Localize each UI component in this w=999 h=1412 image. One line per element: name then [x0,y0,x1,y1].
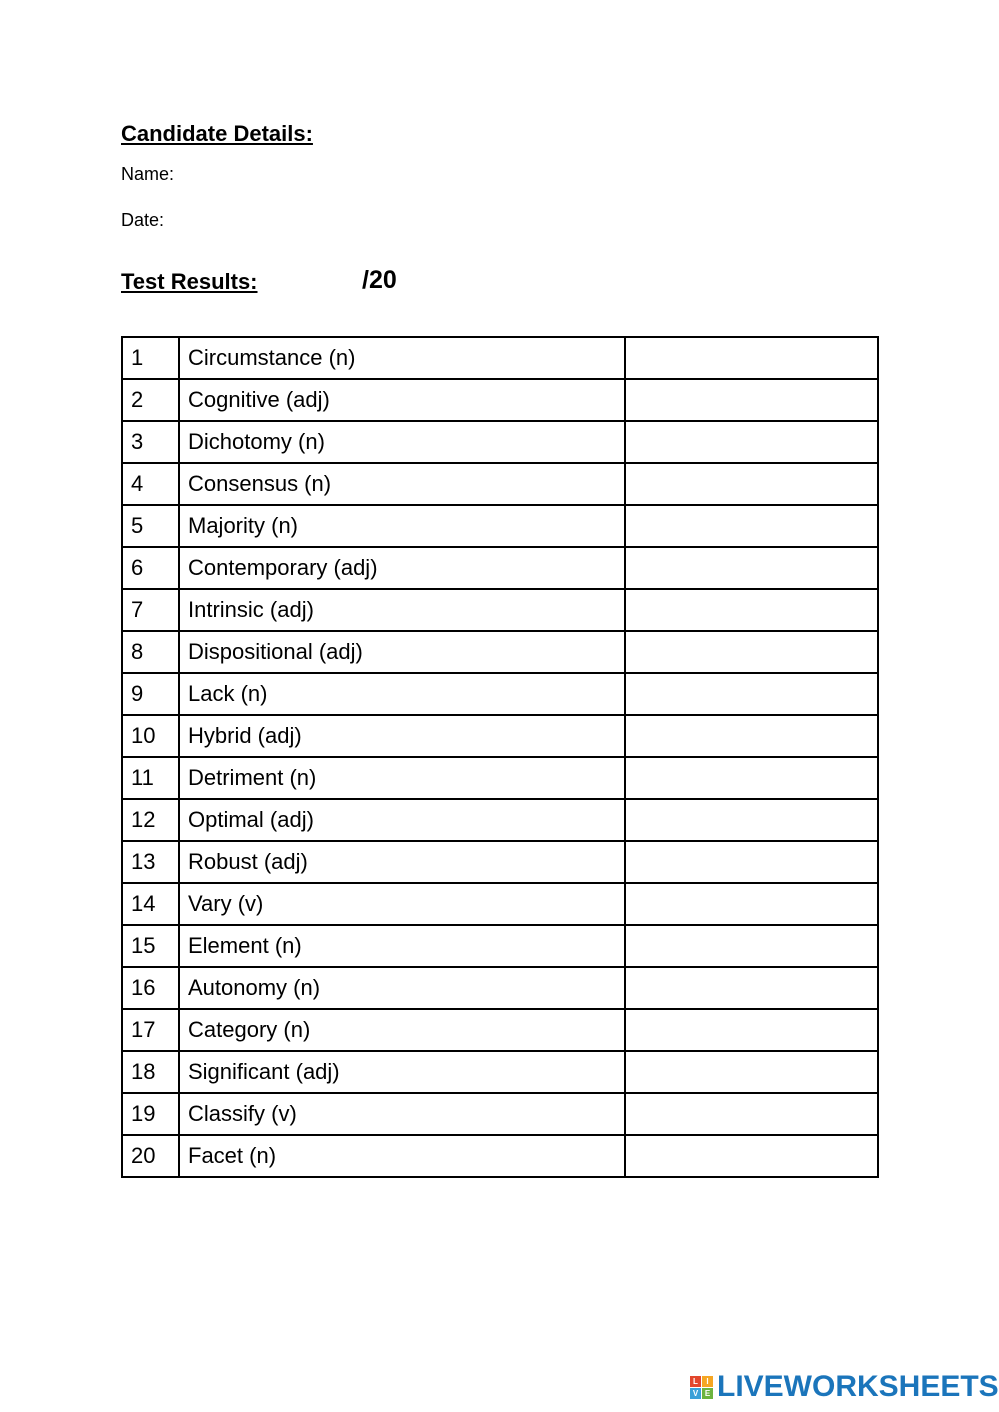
table-row [122,841,878,883]
answer-cell[interactable] [625,673,878,715]
answer-cell[interactable] [625,547,878,589]
row-number: 7 [122,589,179,631]
live-logo-icon: L I V E [690,1376,713,1399]
row-number: 8 [122,631,179,673]
row-number: 5 [122,505,179,547]
table-row [122,505,878,547]
answer-cell[interactable] [625,967,878,1009]
row-number: 3 [122,421,179,463]
answer-cell[interactable] [625,505,878,547]
name-label: Name: [121,164,175,184]
table-row [122,589,878,631]
table-row [122,673,878,715]
table-row [122,925,878,967]
vocab-word: Vary (v) [179,883,625,925]
vocab-word: Hybrid (adj) [179,715,625,757]
answer-cell[interactable] [625,757,878,799]
row-number: 9 [122,673,179,715]
vocab-word: Robust (adj) [179,841,625,883]
answer-cell[interactable] [625,1009,878,1051]
vocab-word: Detriment (n) [179,757,625,799]
vocab-word: Element (n) [179,925,625,967]
answer-cell[interactable] [625,841,878,883]
liveworksheets-logo [690,1372,999,1402]
row-number: 19 [122,1093,179,1135]
table-row [122,379,878,421]
score-total: /20 [362,266,397,294]
brand-text: LIVEWORKSHEETS [717,1370,999,1403]
answer-cell[interactable] [625,589,878,631]
row-number: 15 [122,925,179,967]
table-row [122,1009,878,1051]
row-number: 6 [122,547,179,589]
vocab-word: Dispositional (adj) [179,631,625,673]
row-number: 14 [122,883,179,925]
answer-cell[interactable] [625,463,878,505]
vocab-word: Circumstance (n) [179,337,625,379]
answer-cell[interactable] [625,1093,878,1135]
answer-cell[interactable] [625,337,878,379]
answer-cell[interactable] [625,379,878,421]
table-row [122,421,878,463]
row-number: 2 [122,379,179,421]
table-row [122,715,878,757]
table-row [122,463,878,505]
row-number: 13 [122,841,179,883]
vocab-word: Category (n) [179,1009,625,1051]
table-row [122,1093,878,1135]
row-number: 11 [122,757,179,799]
answer-cell[interactable] [625,799,878,841]
answer-cell[interactable] [625,631,878,673]
answer-cell[interactable] [625,421,878,463]
vocab-word: Intrinsic (adj) [179,589,625,631]
vocab-word: Facet (n) [179,1135,625,1177]
table-row [122,799,878,841]
table-row [122,967,878,1009]
row-number: 10 [122,715,179,757]
table-row [122,547,878,589]
table-row [122,1135,878,1177]
vocab-word: Optimal (adj) [179,799,625,841]
table-row [122,631,878,673]
vocab-word: Majority (n) [179,505,625,547]
vocab-word: Significant (adj) [179,1051,625,1093]
vocab-word: Dichotomy (n) [179,421,625,463]
row-number: 1 [122,337,179,379]
table-row [122,1051,878,1093]
vocab-word: Lack (n) [179,673,625,715]
candidate-details-heading: Candidate Details: [121,121,313,146]
row-number: 18 [122,1051,179,1093]
vocab-word: Consensus (n) [179,463,625,505]
answer-cell[interactable] [625,1135,878,1177]
date-label: Date: [121,210,165,230]
vocab-word: Autonomy (n) [179,967,625,1009]
row-number: 16 [122,967,179,1009]
row-number: 12 [122,799,179,841]
vocabulary-table [121,336,879,1178]
table-row [122,883,878,925]
answer-cell[interactable] [625,883,878,925]
table-row [122,757,878,799]
test-results-heading: Test Results: [121,269,258,294]
row-number: 20 [122,1135,179,1177]
answer-cell[interactable] [625,715,878,757]
row-number: 4 [122,463,179,505]
vocab-word: Cognitive (adj) [179,379,625,421]
row-number: 17 [122,1009,179,1051]
answer-cell[interactable] [625,925,878,967]
answer-cell[interactable] [625,1051,878,1093]
vocab-word: Classify (v) [179,1093,625,1135]
table-row [122,337,878,379]
vocab-word: Contemporary (adj) [179,547,625,589]
